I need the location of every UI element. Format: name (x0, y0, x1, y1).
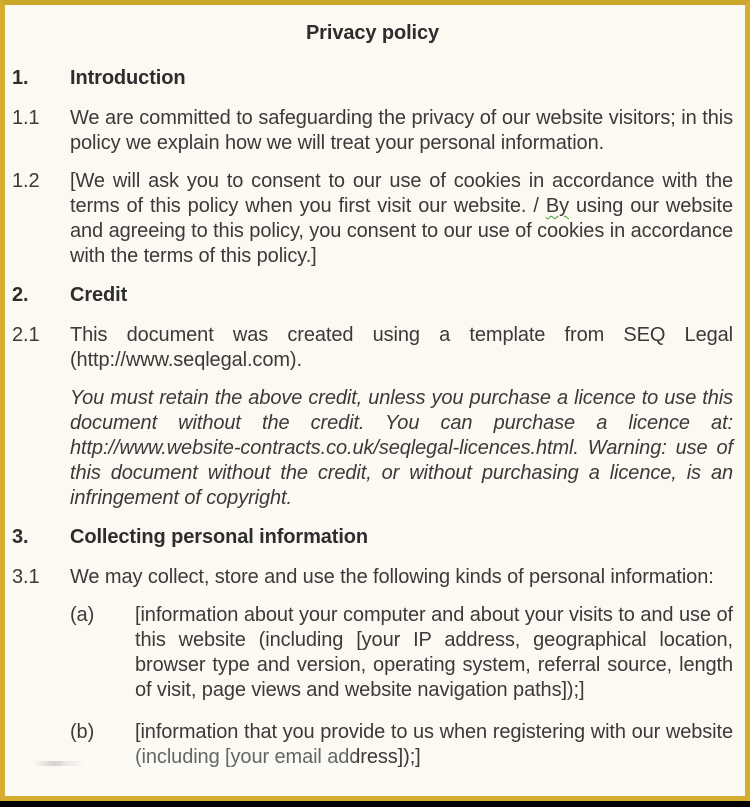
clause-1-1-number: 1.1 (12, 107, 40, 129)
clause-2-1-row (12, 323, 733, 373)
section-3-number: 3. (12, 526, 29, 548)
page-title: Privacy policy (305, 22, 440, 44)
credit-note-row (12, 386, 733, 511)
subclause-b-row (12, 720, 733, 770)
clause-3-1-text: We may collect, store and use the following kinds of personal information: (70, 566, 714, 588)
clause-3-1-row (12, 565, 733, 590)
section-1-heading: Introduction (70, 67, 186, 89)
clause-2-1-text: This document was created using a template from SEQ Legal (http://www.seqlegal.com). (70, 324, 733, 371)
watermark-smudge (33, 761, 85, 766)
section-2-heading-row (12, 283, 733, 308)
subclause-b-text: [information that you provide to us when registering with our website (including [your email address]);] (135, 721, 733, 768)
section-2-number: 2. (12, 284, 29, 306)
clause-1-2-row (12, 169, 733, 269)
clause-1-2-text (70, 169, 733, 269)
credit-note-indent-spacer (12, 386, 70, 511)
clause-1-2-text-after: using our website and agreeing to this policy, you consent to our use of cookies in accordance with the terms of this policy.] (70, 195, 733, 267)
section-2-heading: Credit (70, 284, 128, 306)
grammar-flagged-word: By (545, 195, 569, 217)
section-3-heading: Collecting personal information (70, 526, 369, 548)
section-1-heading-row (12, 66, 733, 91)
document-content (5, 21, 745, 770)
subclause-b-label: (b) (70, 721, 95, 743)
bottom-black-bar (0, 801, 750, 807)
subclause-a-row (12, 603, 733, 703)
section-1-number: 1. (12, 67, 29, 89)
clause-3-1-number: 3.1 (12, 566, 40, 588)
section-3-heading-row (12, 525, 733, 550)
clause-1-2-text-before: [We will ask you to consent to our use of cookies in accordance with the terms of this policy when you first visit our website. / (70, 170, 733, 217)
clause-2-1-number: 2.1 (12, 324, 40, 346)
clause-1-1-row (12, 106, 733, 156)
credit-note-text: You must retain the above credit, unless you purchase a licence to use this document without the credit. You can purchase a licence at: http://www.website-contracts.co.uk/seqlegal-licences.html. Warning: use of this document without the credit, or without purchasing a licence, is an infringement of copyright. (70, 387, 733, 509)
subclause-a-label: (a) (70, 604, 95, 626)
clause-1-2-number: 1.2 (12, 170, 40, 192)
clause-1-1-text: We are committed to safeguarding the privacy of our website visitors; in this policy we explain how we will treat your personal information. (70, 107, 733, 154)
subclause-a-text: [information about your computer and about your visits to and use of this website (including [your IP address, geographical location, browser type and version, operating system, referral source, length of visit, page views and website navigation paths]);] (135, 604, 733, 701)
